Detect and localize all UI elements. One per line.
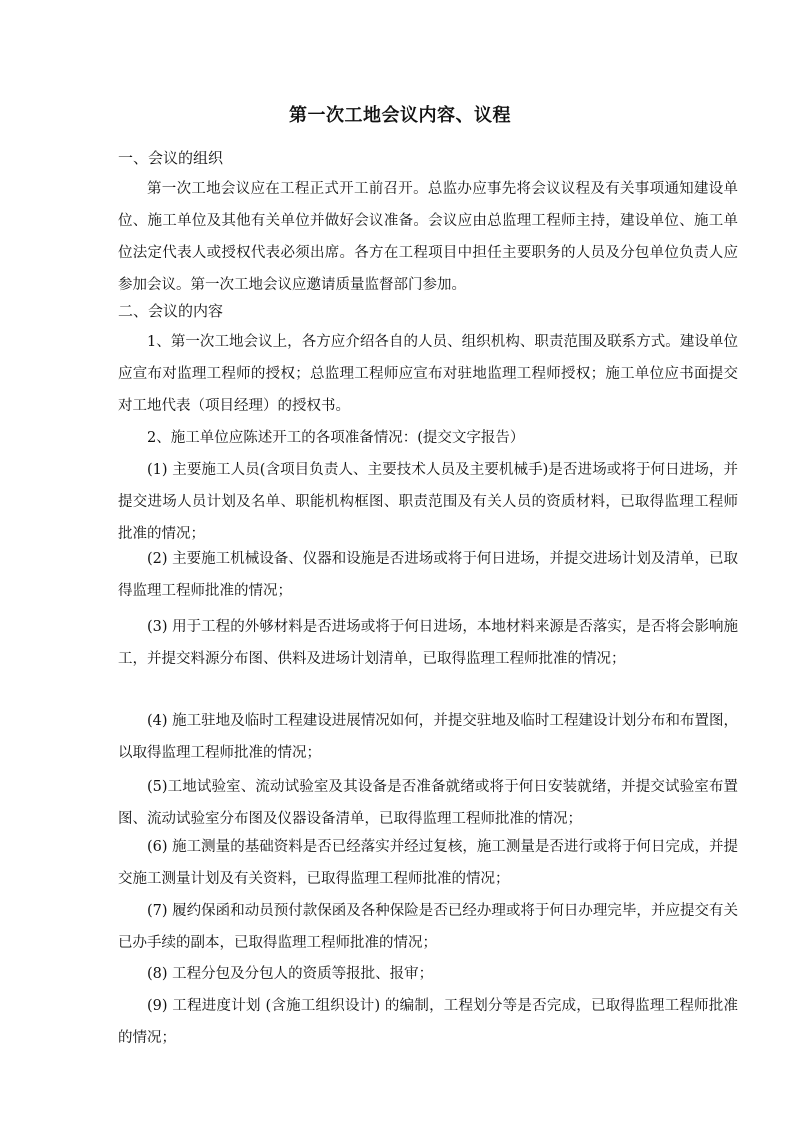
section-heading-content: 二、会议的内容 xyxy=(118,302,224,320)
paragraph-sub-9: (9) 工程进度计划 (含施工组织设计) 的编制，工程划分等是否完成，已取得监理工程师批准的情况； xyxy=(118,998,738,1046)
paragraph-sub-3: (3) 用于工程的外够材料是否进场或将于何日进场，本地材料来源是否落实，是否将会影响施工，并提交料源分布图、供料及进场计划清单，已取得监理工程师批准的情况； xyxy=(118,619,738,667)
paragraph-sub-4: (4) 施工驻地及临时工程建设进展情况如何，并提交驻地及临时工程建设计划分布和布置图，以取得监理工程师批准的情况； xyxy=(118,713,738,761)
paragraph-item-1: 1、第一次工地会议上，各方应介绍各自的人员、组织机构、职责范围及联系方式。建设单位应宣布对监理工程师的授权；总监理工程师应宣布对驻地监理工程师授权；施工单位应书面提交对工地代表（项目经理）的授权书。 xyxy=(118,334,738,414)
paragraph-item-2: 2、施工单位应陈述开工的各项准备情况：(提交文字报告） xyxy=(147,430,525,446)
paragraph-sub-2: (2) 主要施工机械设备、仪器和设施是否进场或将于何日进场，并提交进场计划及清单，已取得监理工程师批准的情况； xyxy=(118,551,738,599)
paragraph-sub-7: (7) 履约保函和动员预付款保函及各种保险是否已经办理或将于何日办理完毕，并应提交有关已办手续的副本，已取得监理工程师批准的情况； xyxy=(118,903,738,951)
paragraph-sub-6: (6) 施工测量的基础资料是否已经落实并经过复核，施工测量是否进行或将于何日完成，并提交施工测量计划及有关资料，已取得监理工程师批准的情况； xyxy=(118,839,738,887)
paragraph-sub-8: (8) 工程分包及分包人的资质等报批、报审； xyxy=(147,966,434,982)
paragraph-organization: 第一次工地会议应在工程正式开工前召开。总监办应事先将会议议程及有关事项通知建设单位、施工单位及其他有关单位并做好会议准备。会议应由总监理工程师主持，建设单位、施工单位法定代表人或授权代表必须出席。各方在工程项目中担任主要职务的人员及分包单位负责人应参加会议。第一次工地会议应邀请质量监督部门参加。 xyxy=(118,181,738,293)
section-heading-organization: 一、会议的组织 xyxy=(118,149,224,167)
paragraph-sub-1: (1) 主要施工人员(含项目负责人、主要技术人员及主要机械手)是否进场或将于何日进场，并提交进场人员计划及名单、职能机构框图、职责范围及有关人员的资质材料，已取得监理工程师批准的情况； xyxy=(118,462,738,542)
paragraph-sub-5: (5)工地试验室、流动试验室及其设备是否准备就绪或将于何日安装就绪，并提交试验室布置图、流动试验室分布图及仪器设备清单，已取得监理工程师批准的情况； xyxy=(118,779,738,827)
document-title: 第一次工地会议内容、议程 xyxy=(289,105,511,126)
